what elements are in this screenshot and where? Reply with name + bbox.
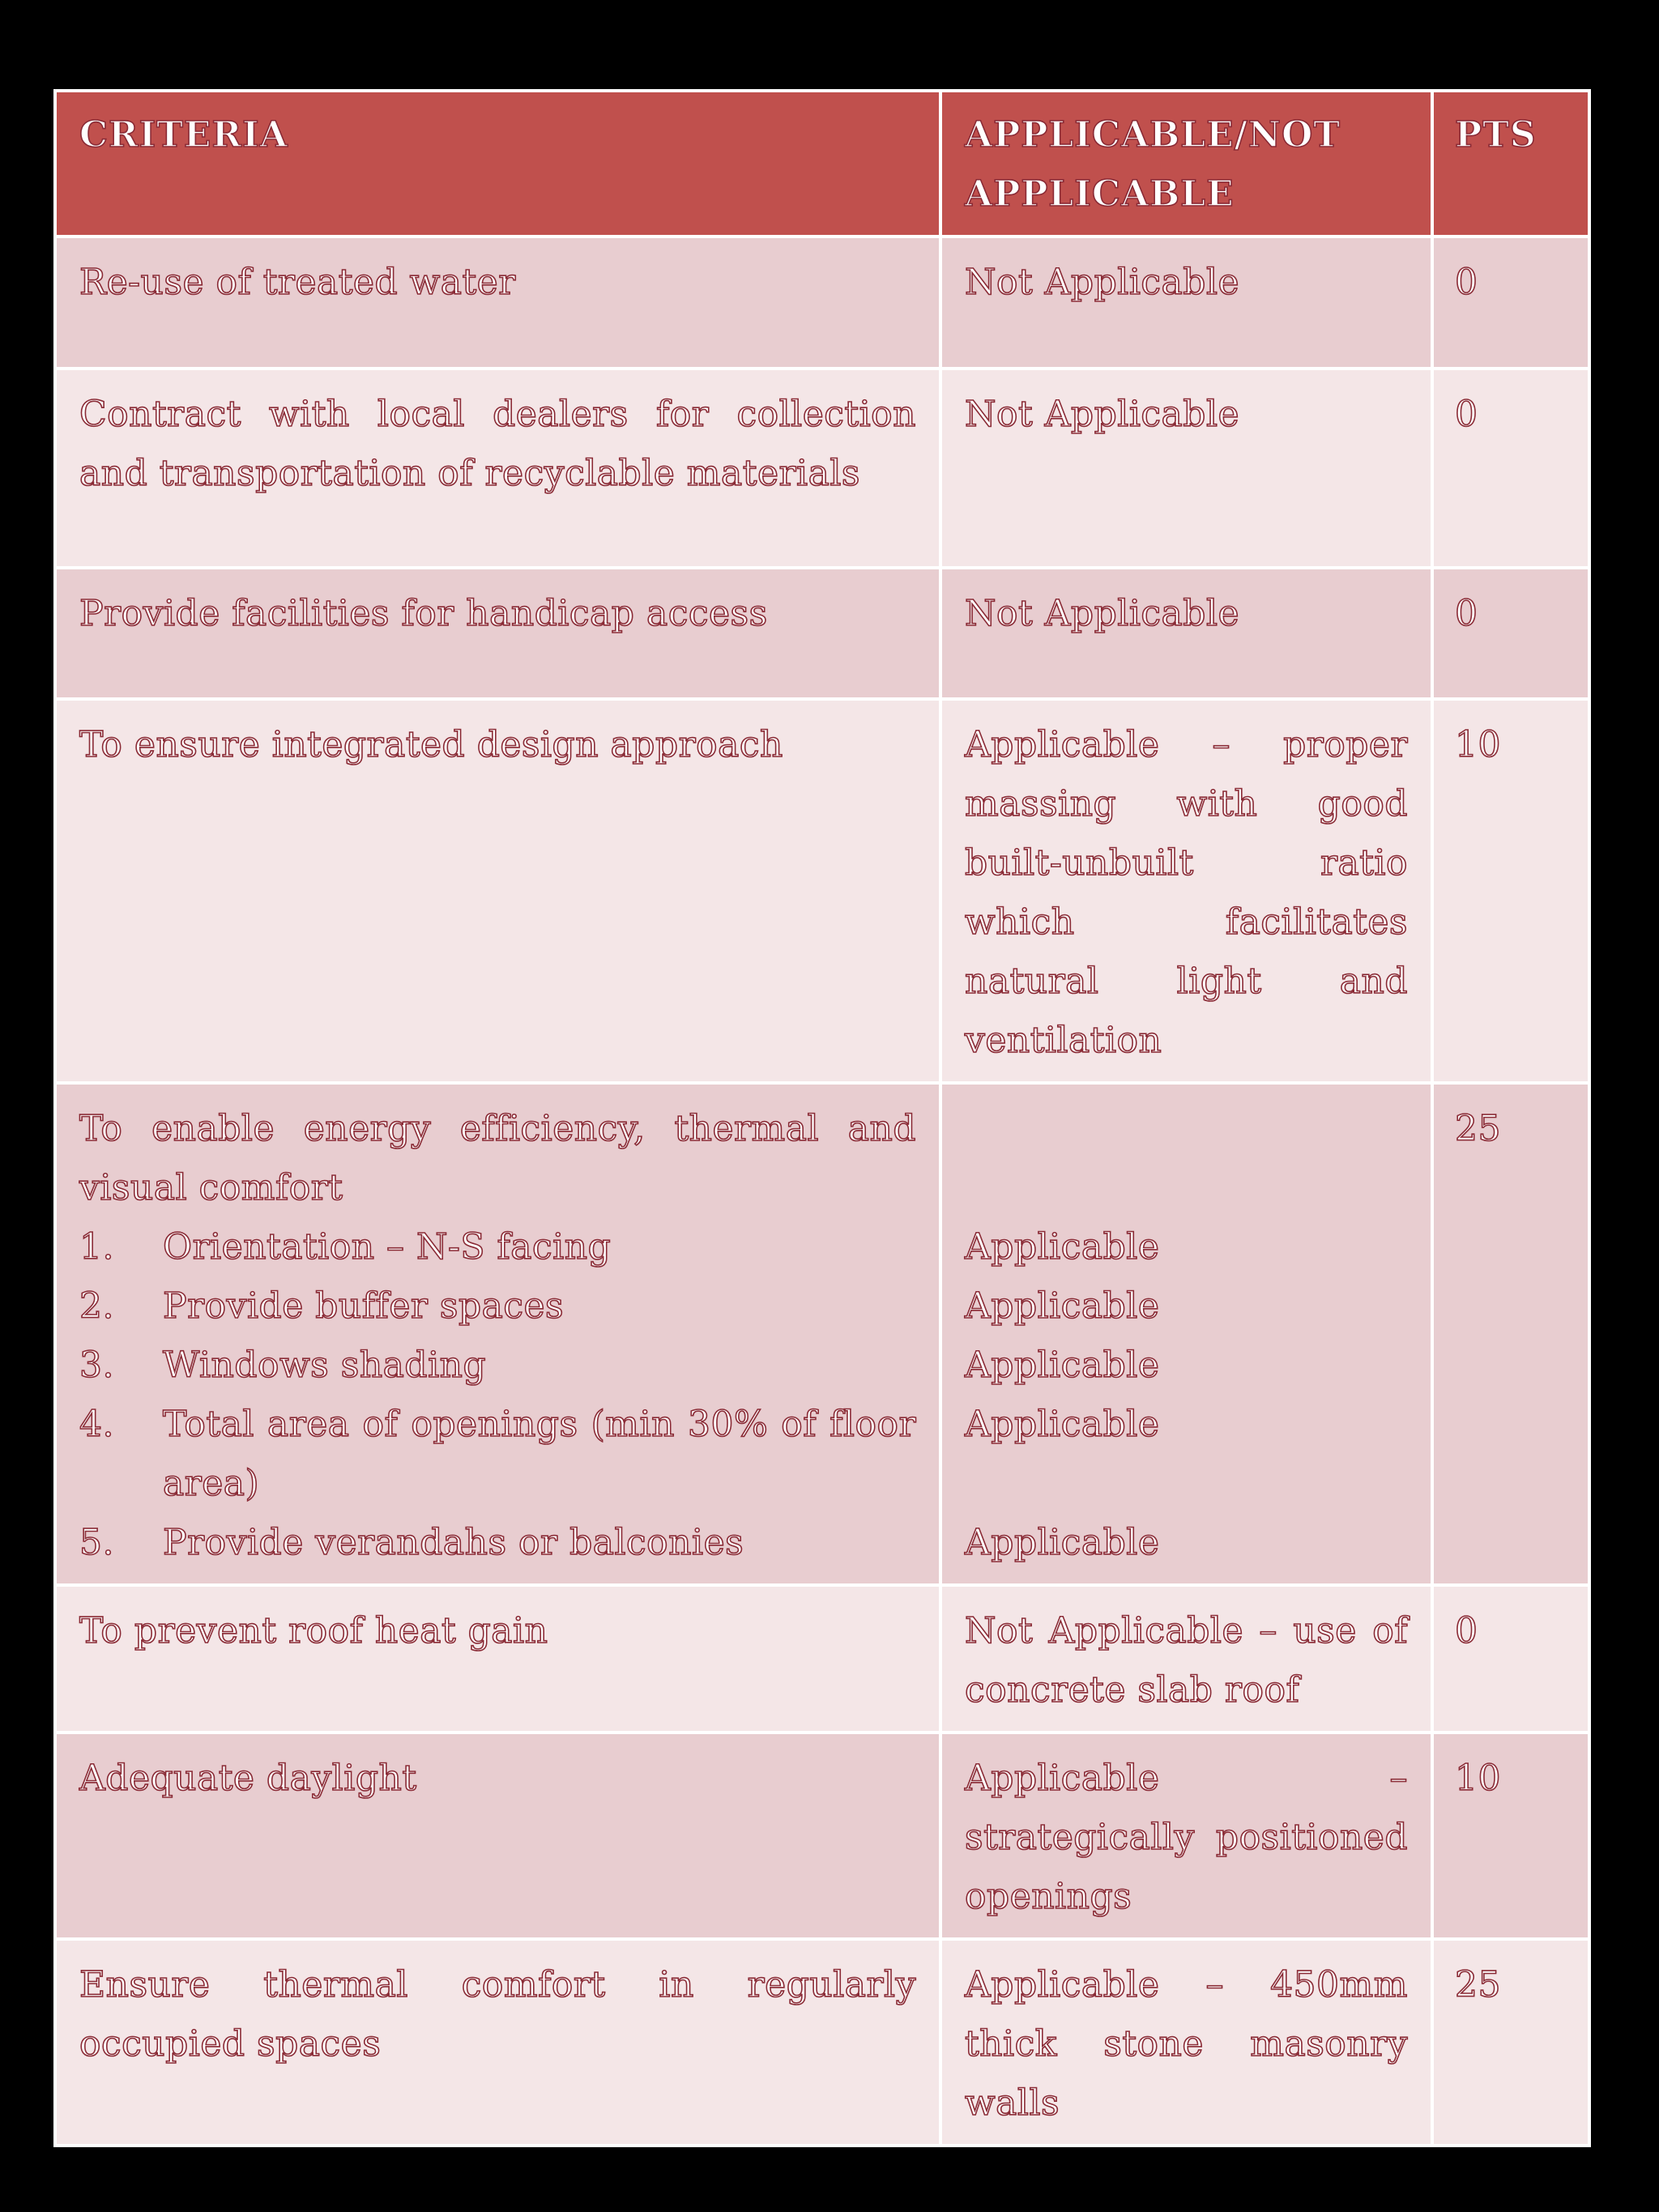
applicability-cell: Not Applicable – use of concrete slab roof (940, 1585, 1432, 1733)
list-item-number: 5. (79, 1522, 114, 1563)
applicability-cell (940, 1083, 1432, 1585)
criteria-cell (55, 1083, 940, 1585)
applicability-cell: Applicable – strategically positioned openings (940, 1733, 1432, 1939)
spacer (965, 1099, 1408, 1158)
applicability-cell: Not Applicable (940, 369, 1432, 568)
points-cell: 0 (1432, 369, 1589, 568)
applicability-cell: Not Applicable (940, 568, 1432, 699)
applicability-cell: Not Applicable (940, 237, 1432, 369)
table-row (55, 237, 1589, 369)
list-item-number: 3. (79, 1345, 114, 1386)
table-row (55, 1939, 1589, 2146)
list-item-number: 4. (79, 1404, 114, 1445)
table-row (55, 1733, 1589, 1939)
criteria-cell: Contract with local dealers for collection and transportation of recyclable materials (55, 369, 940, 568)
list-item (79, 1513, 916, 1572)
table-row (55, 1083, 1589, 1585)
list-item (79, 1217, 916, 1276)
points-cell: 0 (1432, 1585, 1589, 1733)
criteria-cell: Adequate daylight (55, 1733, 940, 1939)
criteria-cell: To prevent roof heat gain (55, 1585, 940, 1733)
points-cell: 0 (1432, 237, 1589, 369)
spacer (965, 1454, 1408, 1513)
table-header (55, 91, 1589, 237)
table-body (55, 237, 1589, 2146)
table-row (55, 369, 1589, 568)
list-item: Applicable (965, 1404, 1160, 1445)
list-item-text: Orientation – N-S facing (163, 1226, 612, 1268)
table-row (55, 568, 1589, 699)
sub-applicability-list (965, 1217, 1408, 1572)
points-cell: 10 (1432, 1733, 1589, 1939)
list-item: Applicable (965, 1345, 1160, 1386)
spacer (965, 1158, 1408, 1217)
table-row (55, 1585, 1589, 1733)
criteria-table (53, 89, 1591, 2147)
list-item-text: Windows shading (163, 1345, 487, 1386)
list-item (79, 1395, 916, 1513)
points-cell: 10 (1432, 699, 1589, 1083)
points-cell: 25 (1432, 1083, 1589, 1585)
list-item-number: 1. (79, 1226, 114, 1268)
list-item-number: 2. (79, 1285, 114, 1327)
header-applicability: APPLICABLE/NOT APPLICABLE (940, 91, 1432, 237)
points-cell: 25 (1432, 1939, 1589, 2146)
table-row (55, 699, 1589, 1083)
header-points: PTS (1432, 91, 1589, 237)
list-item-text: Provide buffer spaces (163, 1285, 565, 1327)
applicability-cell: Applicable – 450mm thick stone masonry walls (940, 1939, 1432, 2146)
list-item (79, 1336, 916, 1395)
sub-criteria-list (79, 1217, 916, 1572)
criteria-cell: Ensure thermal comfort in regularly occupied spaces (55, 1939, 940, 2146)
header-criteria: CRITERIA (55, 91, 940, 237)
criteria-cell: To ensure integrated design approach (55, 699, 940, 1083)
applicability-cell: Applicable – proper massing with good built-unbuilt ratio which facilitates natural light and ventilation (940, 699, 1432, 1083)
header-row (55, 91, 1589, 237)
criteria-cell: Re-use of treated water (55, 237, 940, 369)
list-item (79, 1276, 916, 1336)
list-item: Applicable (965, 1226, 1160, 1268)
list-item-text: Total area of openings (min 30% of floor area) (163, 1404, 916, 1504)
criteria-heading: To enable energy efficiency, thermal and visual comfort (79, 1108, 916, 1208)
criteria-cell: Provide facilities for handicap access (55, 568, 940, 699)
list-item-text: Provide verandahs or balconies (163, 1522, 744, 1563)
points-cell: 0 (1432, 568, 1589, 699)
list-item: Applicable (965, 1285, 1160, 1327)
list-item: Applicable (965, 1522, 1160, 1563)
